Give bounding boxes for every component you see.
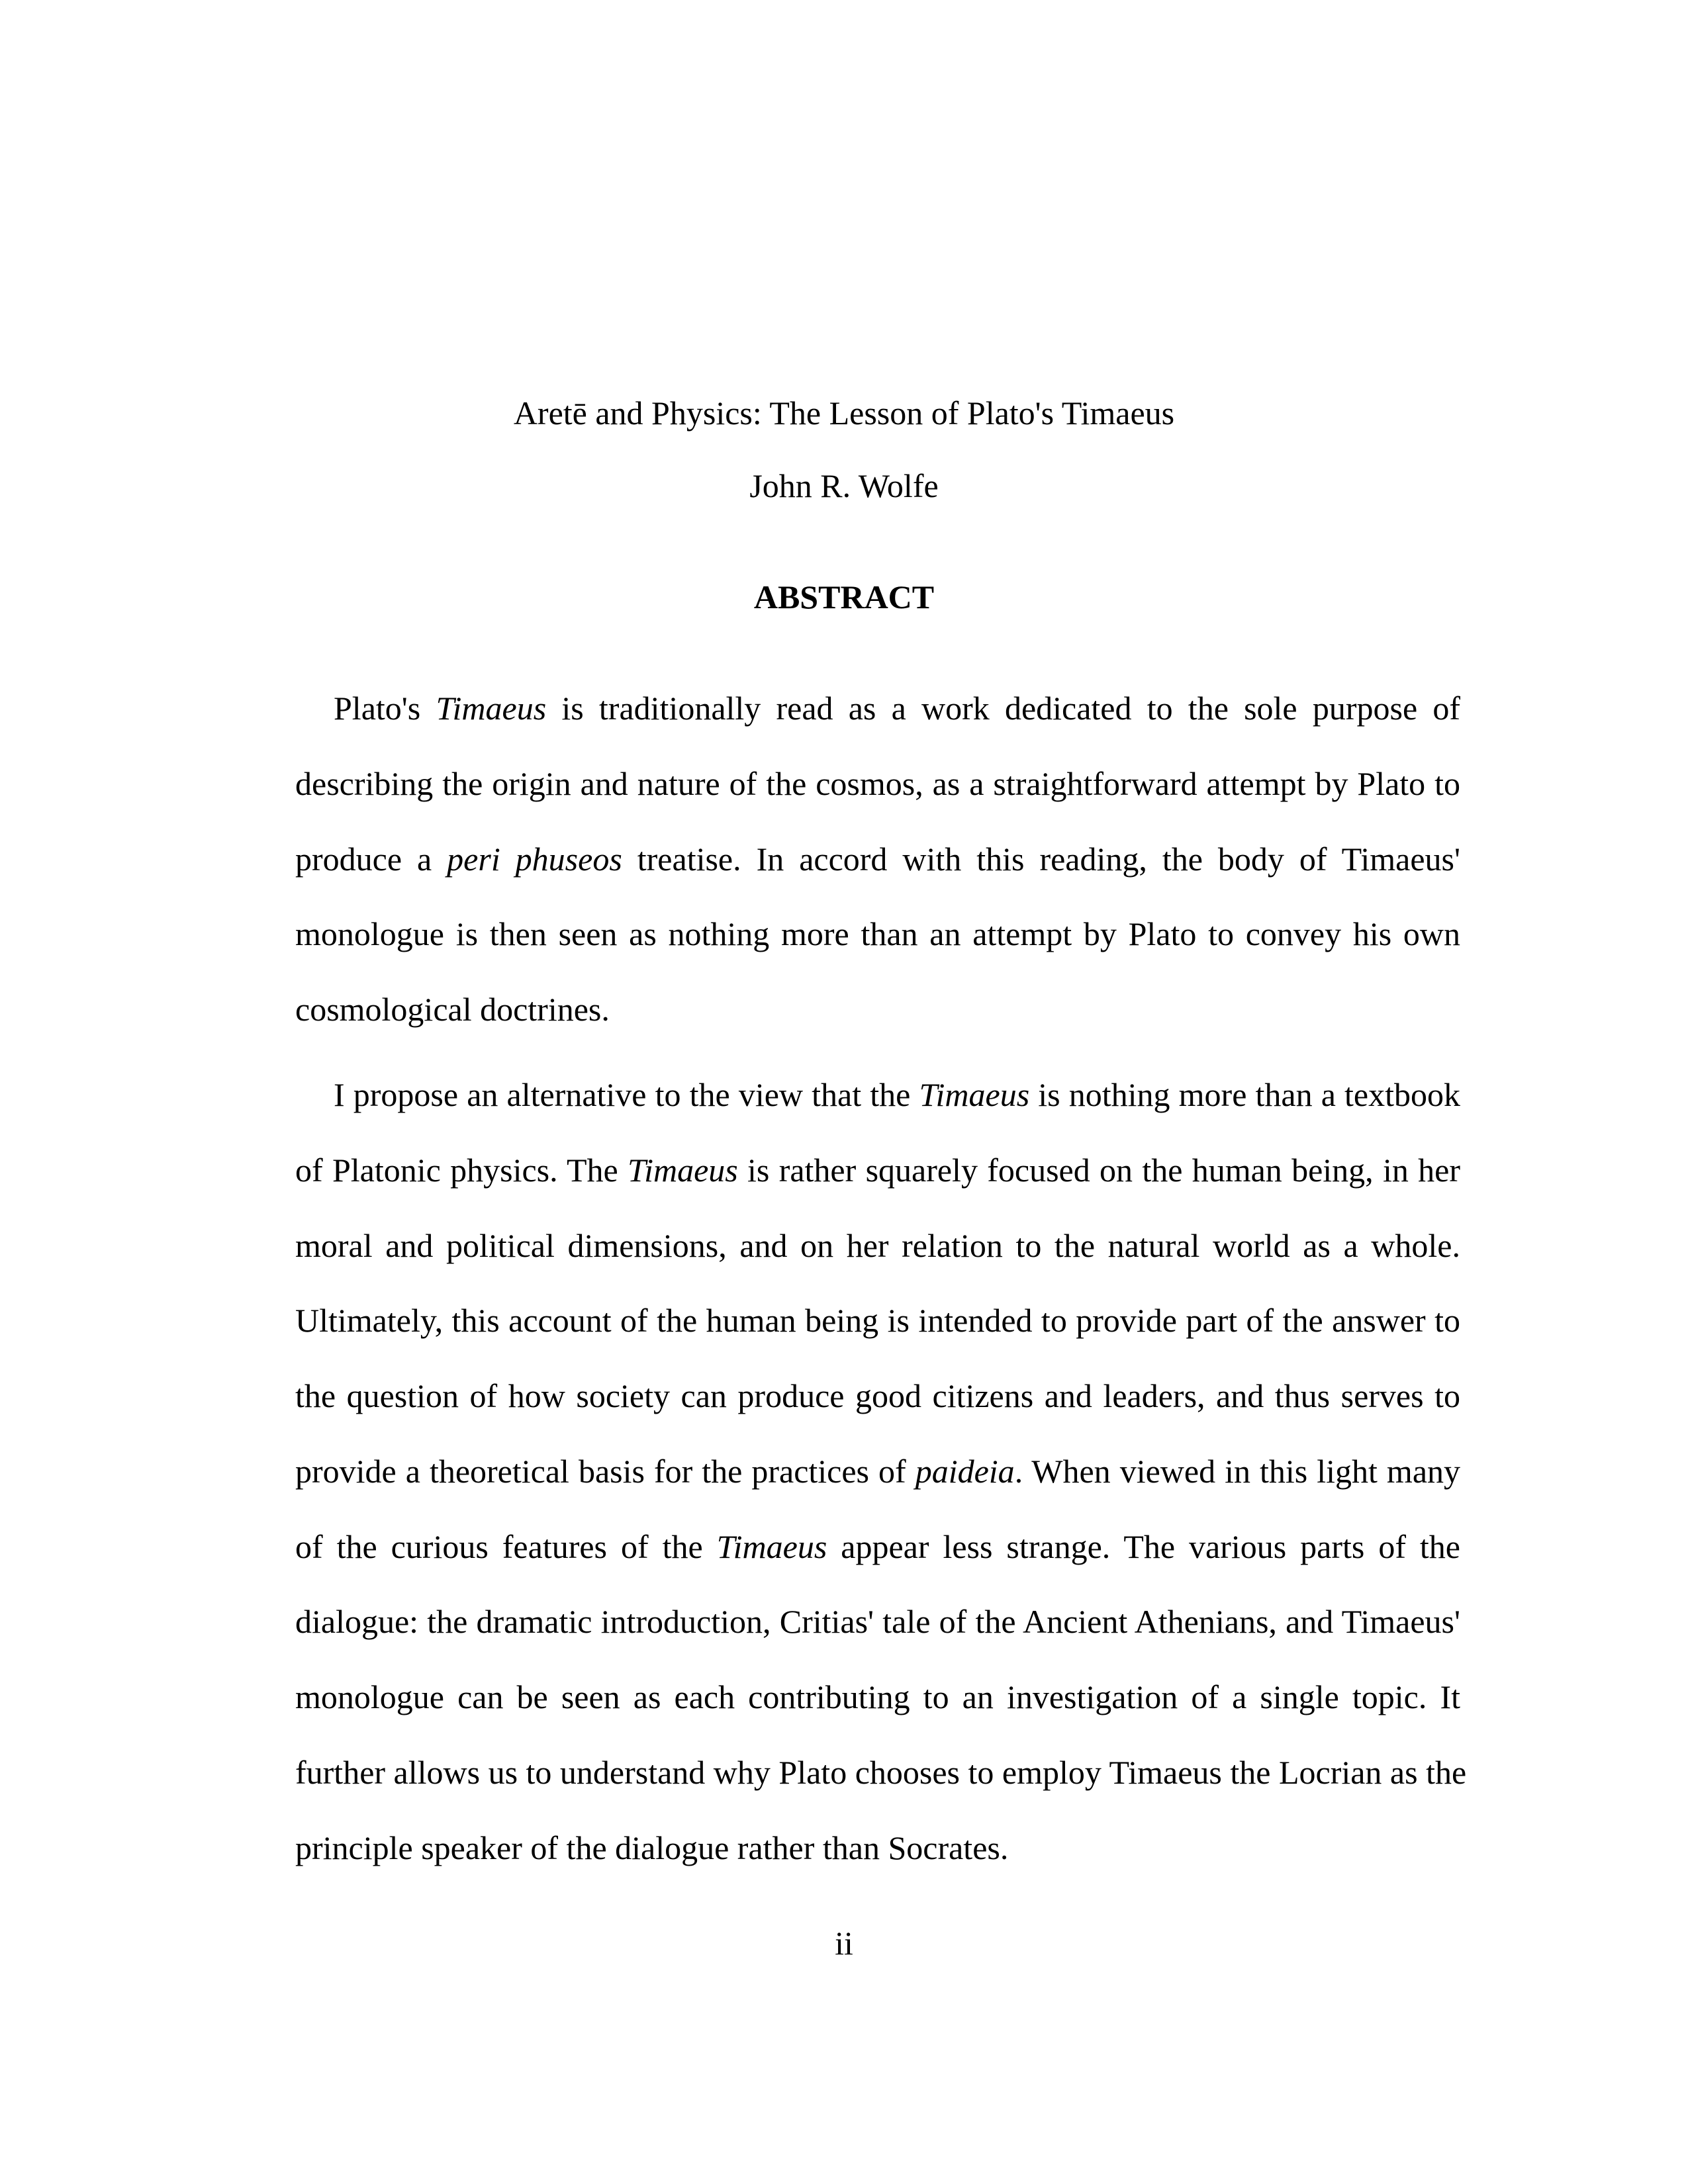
text-run: treatise. In accord with this reading, the body of Timaeus' <box>622 841 1460 878</box>
text-line <box>295 1602 1460 1641</box>
text-run: describing the origin and nature of the cosmos, as a straightforward attempt by Plato to <box>295 765 1460 802</box>
text-line <box>295 1527 1460 1567</box>
text-line <box>295 1226 1460 1265</box>
document-title: Aretē and Physics: The Lesson of Plato's Timaeus <box>513 394 1175 432</box>
text-line <box>295 1150 1460 1190</box>
text-run: Plato's <box>334 690 436 727</box>
text-line <box>295 1300 1460 1340</box>
text-run: is rather squarely focused on the human being, in her <box>737 1152 1460 1189</box>
text-line <box>295 1752 1467 1792</box>
italic-term: Timaeus <box>716 1528 827 1565</box>
text-line <box>295 989 610 1029</box>
italic-term: peri phuseos <box>447 841 622 878</box>
text-line <box>295 1828 1008 1868</box>
text-line <box>295 1677 1460 1717</box>
text-run: is nothing more than a textbook <box>1029 1076 1461 1113</box>
text-run: appear less strange. The various parts of the <box>827 1528 1460 1565</box>
text-line <box>334 1075 1460 1115</box>
text-run: of the curious features of the <box>295 1528 717 1565</box>
text-run: monologue can be seen as each contributing to an investigation of a single topic. It <box>295 1678 1460 1715</box>
text-line <box>295 914 1460 954</box>
text-line <box>295 764 1460 803</box>
text-line <box>295 839 1460 879</box>
text-run: of Platonic physics. The <box>295 1152 628 1189</box>
text-run: monologue is then seen as nothing more than an attempt by Plato to convey his own <box>295 915 1460 952</box>
italic-term: paideia <box>915 1453 1015 1490</box>
text-run: cosmological doctrines. <box>295 991 610 1028</box>
abstract-heading: ABSTRACT <box>753 578 935 615</box>
text-run: provide a theoretical basis for the practices of <box>295 1453 915 1490</box>
author-name: John R. Wolfe <box>749 467 939 504</box>
italic-term: Timaeus <box>628 1152 738 1189</box>
text-line <box>295 1451 1460 1491</box>
text-line <box>295 1376 1460 1416</box>
text-run: produce a <box>295 841 447 878</box>
italic-term: Timaeus <box>436 690 547 727</box>
text-run: the question of how society can produce good citizens and leaders, and thus serves to <box>295 1377 1460 1414</box>
text-run: Ultimately, this account of the human being is intended to provide part of the answer to <box>295 1302 1460 1339</box>
text-line <box>334 688 1460 728</box>
text-run: principle speaker of the dialogue rather than Socrates. <box>295 1829 1009 1866</box>
text-run: . When viewed in this light many <box>1014 1453 1461 1490</box>
text-run: further allows us to understand why Plato chooses to employ Timaeus the Locrian as the <box>295 1754 1467 1791</box>
text-run: I propose an alternative to the view that the <box>334 1076 919 1113</box>
text-run: is traditionally read as a work dedicated to the sole purpose of <box>546 690 1460 727</box>
page-number: ii <box>835 1925 853 1962</box>
italic-term: Timaeus <box>919 1076 1030 1113</box>
text-run: moral and political dimensions, and on her relation to the natural world as a whole. <box>295 1227 1460 1264</box>
text-run: dialogue: the dramatic introduction, Critias' tale of the Ancient Athenians, and Timaeus' <box>295 1603 1460 1640</box>
